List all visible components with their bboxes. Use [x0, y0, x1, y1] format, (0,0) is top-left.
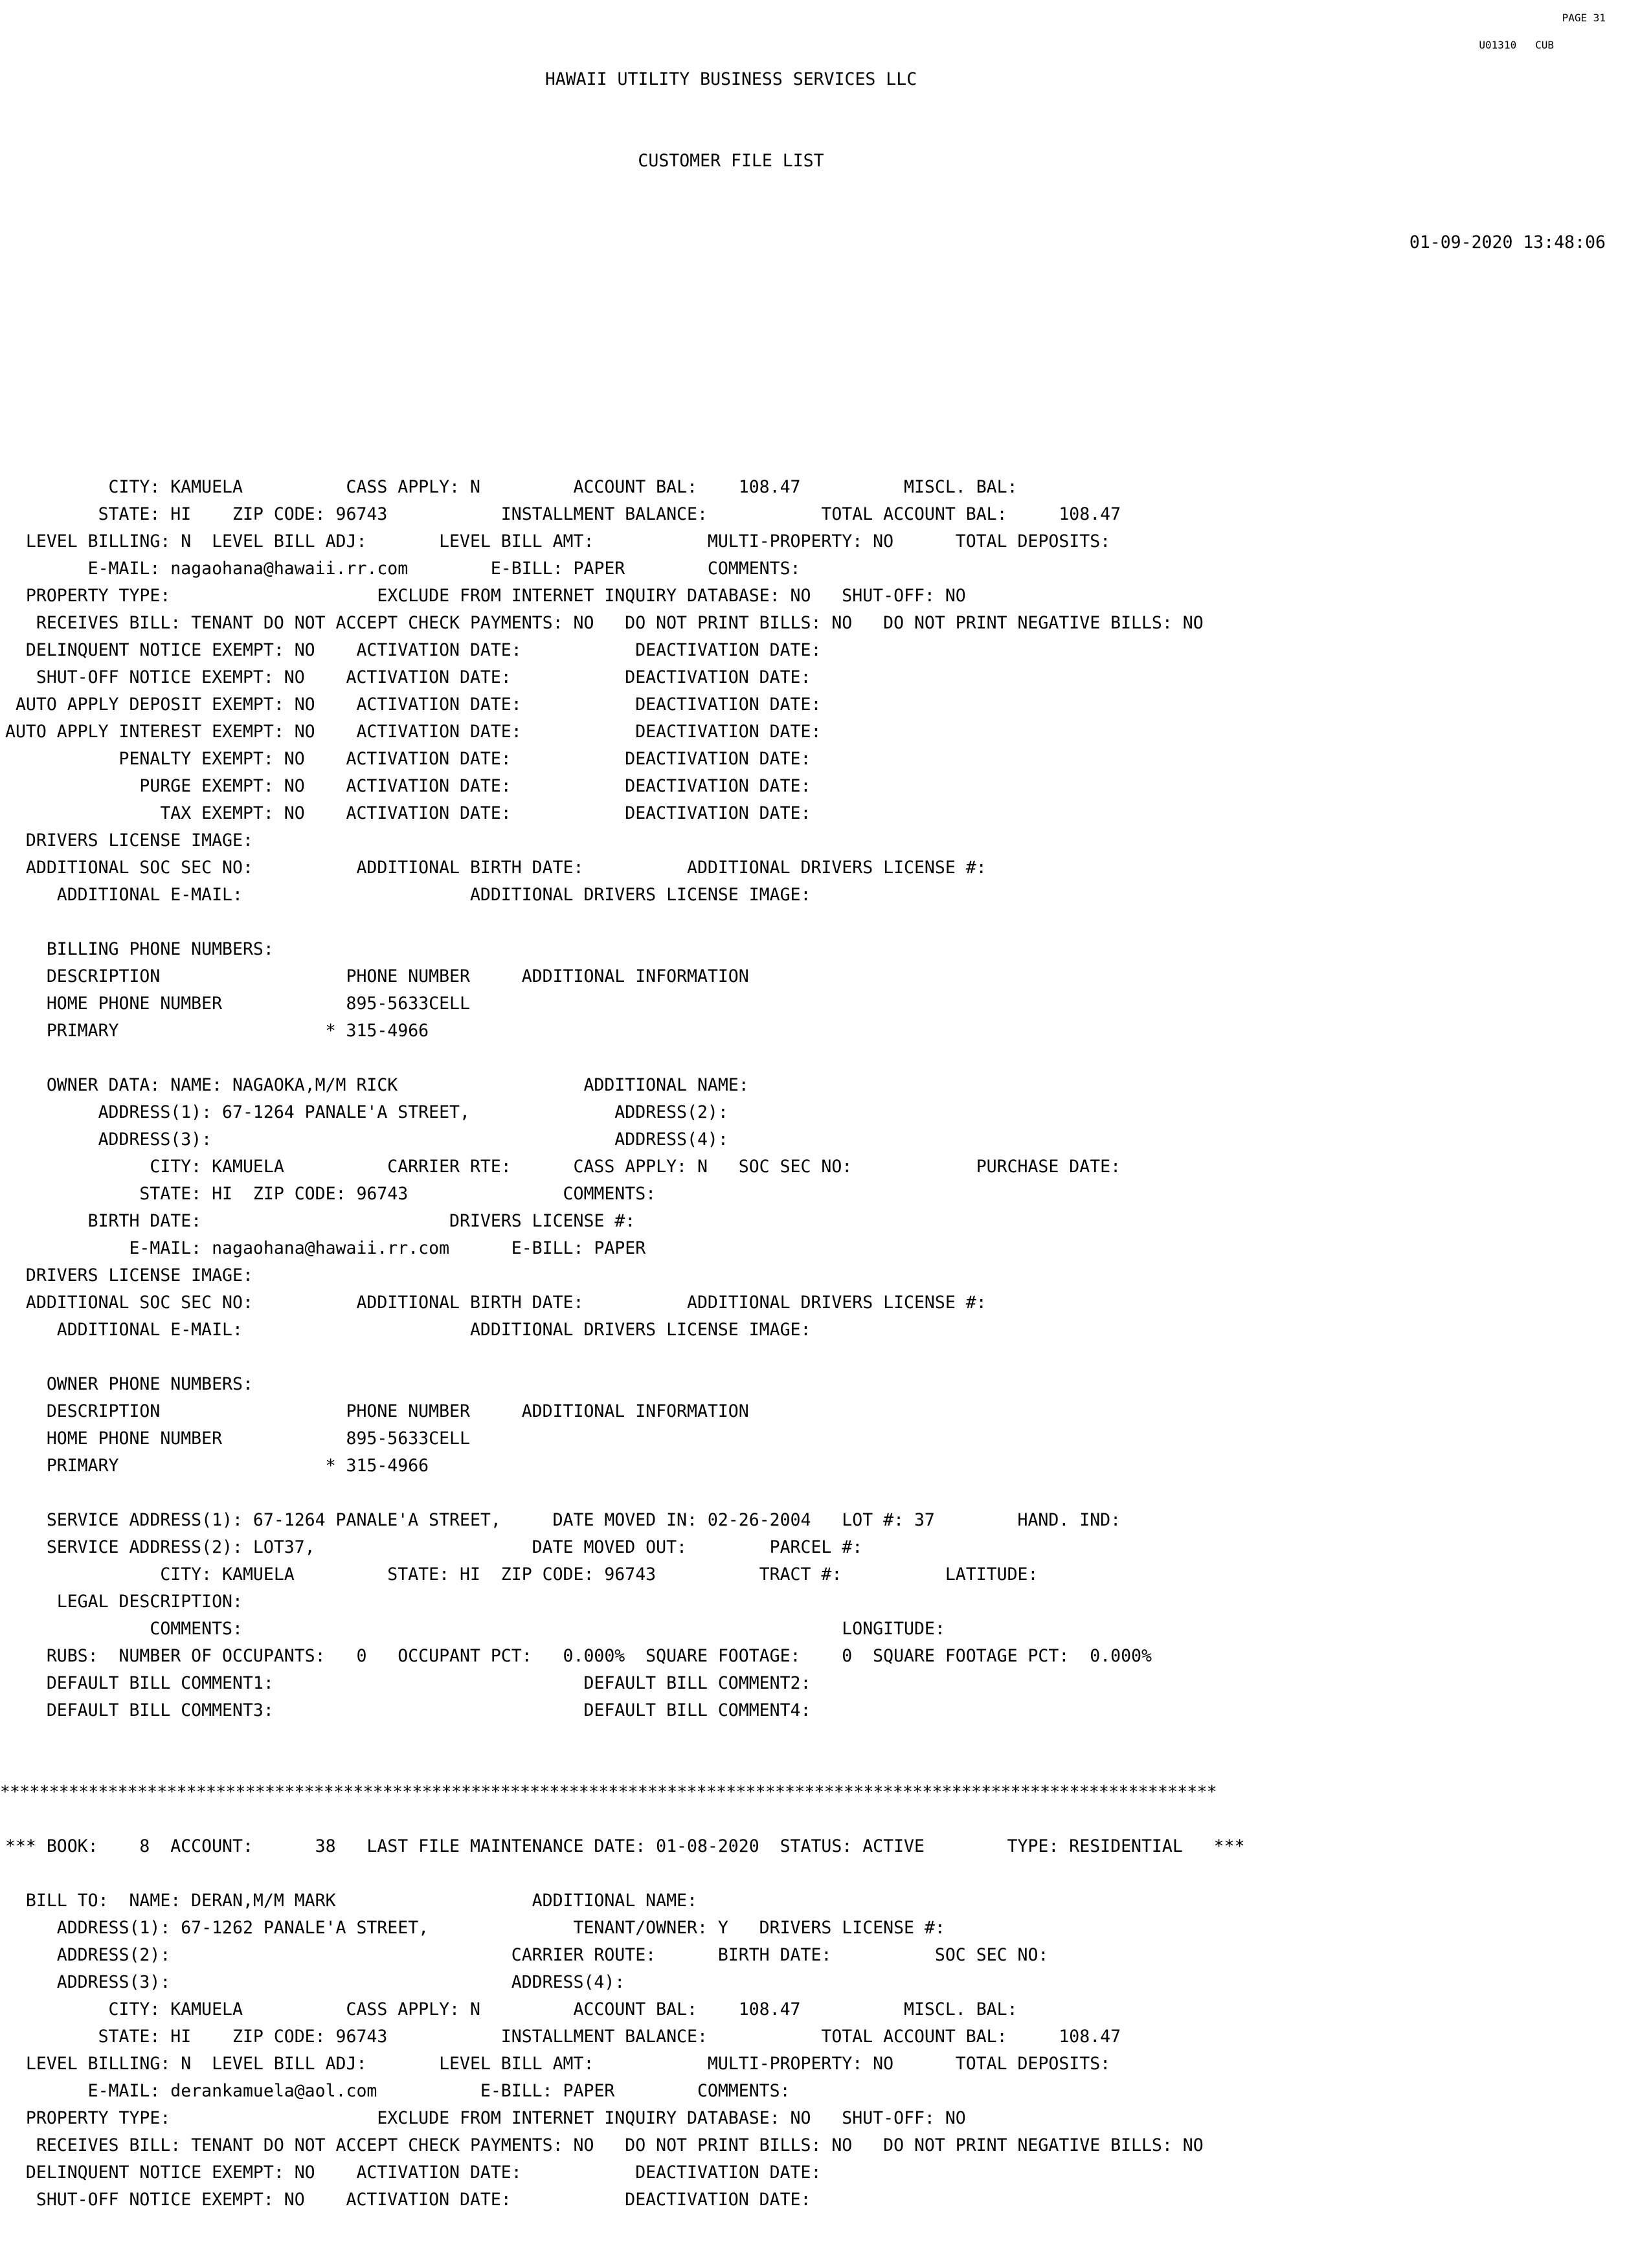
report-line: AUTO APPLY INTEREST EXEMPT: NO ACTIVATION DATE: DEACTIVATION DATE:	[5, 722, 822, 742]
report-line: BIRTH DATE: DRIVERS LICENSE #:	[5, 1211, 636, 1231]
report-line: LEVEL BILLING: N LEVEL BILL ADJ: LEVEL BILL AMT: MULTI-PROPERTY: NO TOTAL DEPOSITS:	[5, 2054, 1111, 2074]
header-report-title: CUSTOMER FILE LIST	[638, 151, 824, 171]
report-line: PENALTY EXEMPT: NO ACTIVATION DATE: DEACTIVATION DATE:	[5, 749, 811, 769]
report-line: OWNER PHONE NUMBERS:	[5, 1374, 253, 1394]
report-line: *** BOOK: 8 ACCOUNT: 38 LAST FILE MAINTENANCE DATE: 01-08-2020 STATUS: ACTIVE TYPE: RESIDENTIAL ***	[5, 1836, 1245, 1856]
report-line: STATE: HI ZIP CODE: 96743 COMMENTS:	[5, 1184, 657, 1204]
report-line: ADDITIONAL E-MAIL: ADDITIONAL DRIVERS LICENSE IMAGE:	[5, 885, 811, 905]
section-separator: ****************************************************************************************************************************	[0, 1783, 1217, 1802]
blank-line	[5, 1045, 1651, 1072]
report-line: SERVICE ADDRESS(1): 67-1264 PANALE'A STREET, DATE MOVED IN: 02-26-2004 LOT #: 37 HAND. IND:	[5, 1510, 1121, 1530]
report-line: SHUT-OFF NOTICE EXEMPT: NO ACTIVATION DATE: DEACTIVATION DATE:	[5, 2190, 811, 2210]
report-line: BILLING PHONE NUMBERS:	[5, 939, 274, 959]
report-line: RECEIVES BILL: TENANT DO NOT ACCEPT CHECK PAYMENTS: NO DO NOT PRINT BILLS: NO DO NOT PRINT NEGATIVE BILLS: NO	[5, 2135, 1204, 2155]
report-line: HOME PHONE NUMBER 895-5633CELL	[5, 1429, 470, 1449]
report-detail-lines	[0, 474, 1651, 2214]
report-line: PROPERTY TYPE: EXCLUDE FROM INTERNET INQUIRY DATABASE: NO SHUT-OFF: NO	[5, 586, 966, 606]
header-line-3	[5, 229, 1651, 256]
report-line: DRIVERS LICENSE IMAGE:	[5, 830, 253, 850]
report-line: PURGE EXEMPT: NO ACTIVATION DATE: DEACTIVATION DATE:	[5, 776, 811, 796]
blank-line	[5, 909, 1651, 936]
spacer-2	[5, 392, 1651, 419]
report-line: COMMENTS: LONGITUDE:	[5, 1619, 945, 1639]
report-line: PRIMARY * 315-4966	[5, 1021, 429, 1041]
report-line: DESCRIPTION PHONE NUMBER ADDITIONAL INFORMATION	[5, 966, 749, 986]
report-line: RECEIVES BILL: TENANT DO NOT ACCEPT CHECK PAYMENTS: NO DO NOT PRINT BILLS: NO DO NOT PRINT NEGATIVE BILLS: NO	[5, 613, 1204, 633]
report-line: PROPERTY TYPE: EXCLUDE FROM INTERNET INQUIRY DATABASE: NO SHUT-OFF: NO	[5, 2108, 966, 2128]
report-line: CITY: KAMUELA CASS APPLY: N ACCOUNT BAL: 108.47 MISCL. BAL:	[5, 1999, 1018, 2019]
blank-line	[5, 1860, 1651, 1887]
report-line: DESCRIPTION PHONE NUMBER ADDITIONAL INFORMATION	[5, 1401, 749, 1421]
blank-line	[5, 1806, 1651, 1833]
report-line: DEFAULT BILL COMMENT1: DEFAULT BILL COMMENT2:	[5, 1673, 811, 1693]
report-line: PRIMARY * 315-4966	[5, 1456, 429, 1476]
report-line: TAX EXEMPT: NO ACTIVATION DATE: DEACTIVATION DATE:	[5, 803, 811, 823]
report-line: ADDRESS(3): ADDRESS(4):	[5, 1972, 625, 1992]
report-line: ADDRESS(1): 67-1262 PANALE'A STREET, TENANT/OWNER: Y DRIVERS LICENSE #:	[5, 1918, 945, 1938]
blank-line	[5, 1751, 1651, 1779]
report-line: DELINQUENT NOTICE EXEMPT: NO ACTIVATION DATE: DEACTIVATION DATE:	[5, 2162, 822, 2183]
report-line: E-MAIL: nagaohana@hawaii.rr.com E-BILL: PAPER	[5, 1238, 646, 1258]
report-line: ADDITIONAL SOC SEC NO: ADDITIONAL BIRTH DATE: ADDITIONAL DRIVERS LICENSE #:	[5, 1293, 987, 1313]
report-line: ADDITIONAL SOC SEC NO: ADDITIONAL BIRTH DATE: ADDITIONAL DRIVERS LICENSE #:	[5, 858, 987, 878]
header-timestamp: 01-09-2020 13:48:06	[1409, 232, 1606, 252]
report-line: CITY: KAMUELA CASS APPLY: N ACCOUNT BAL: 108.47 MISCL. BAL:	[5, 477, 1018, 497]
report-line: ADDITIONAL E-MAIL: ADDITIONAL DRIVERS LICENSE IMAGE:	[5, 1320, 811, 1340]
spacer-1	[5, 311, 1651, 338]
report-line: LEGAL DESCRIPTION:	[5, 1592, 243, 1612]
report-line: STATE: HI ZIP CODE: 96743 INSTALLMENT BALANCE: TOTAL ACCOUNT BAL: 108.47	[5, 2027, 1121, 2047]
report-line: ADDRESS(3): ADDRESS(4):	[5, 1129, 728, 1150]
report-line: STATE: HI ZIP CODE: 96743 INSTALLMENT BALANCE: TOTAL ACCOUNT BAL: 108.47	[5, 504, 1121, 524]
report-line: DRIVERS LICENSE IMAGE:	[5, 1265, 253, 1285]
report-line: AUTO APPLY DEPOSIT EXEMPT: NO ACTIVATION DATE: DEACTIVATION DATE:	[5, 695, 822, 715]
header-right-block	[0, 12, 1651, 66]
blank-line	[5, 1344, 1651, 1371]
report-line: DELINQUENT NOTICE EXEMPT: NO ACTIVATION DATE: DEACTIVATION DATE:	[5, 640, 822, 660]
report-line: HOME PHONE NUMBER 895-5633CELL	[5, 994, 470, 1014]
report-line: ADDRESS(1): 67-1264 PANALE'A STREET, ADDRESS(2):	[5, 1102, 728, 1122]
report-line: BILL TO: NAME: DERAN,M/M MARK ADDITIONAL NAME:	[5, 1891, 697, 1911]
report-line: E-MAIL: derankamuela@aol.com E-BILL: PAPER COMMENTS:	[5, 2081, 791, 2101]
report-line: OWNER DATA: NAME: NAGAOKA,M/M RICK ADDITIONAL NAME:	[5, 1075, 749, 1095]
report-line: LEVEL BILLING: N LEVEL BILL ADJ: LEVEL BILL AMT: MULTI-PROPERTY: NO TOTAL DEPOSITS:	[5, 531, 1111, 551]
report-id: U01310 CUB	[1479, 39, 1554, 51]
report-line: DEFAULT BILL COMMENT3: DEFAULT BILL COMMENT4:	[5, 1700, 811, 1720]
report-line: CITY: KAMUELA STATE: HI ZIP CODE: 96743 TRACT #: LATITUDE:	[5, 1564, 1039, 1584]
report-line: SERVICE ADDRESS(2): LOT37, DATE MOVED OUT: PARCEL #:	[5, 1537, 863, 1557]
report-line: RUBS: NUMBER OF OCCUPANTS: 0 OCCUPANT PCT: 0.000% SQUARE FOOTAGE: 0 SQUARE FOOTAGE PCT: 0.000%	[5, 1646, 1152, 1666]
report-body	[0, 12, 1651, 2268]
report-line: E-MAIL: nagaohana@hawaii.rr.com E-BILL: PAPER COMMENTS:	[5, 559, 801, 579]
blank-line	[5, 1724, 1651, 1751]
page-label: PAGE 31	[1562, 12, 1606, 24]
report-line: CITY: KAMUELA CARRIER RTE: CASS APPLY: N SOC SEC NO: PURCHASE DATE:	[5, 1157, 1121, 1177]
header-line-1	[5, 66, 1651, 93]
blank-line	[5, 1480, 1651, 1507]
report-line: ADDRESS(2): CARRIER ROUTE: BIRTH DATE: SOC SEC NO:	[5, 1945, 1049, 1965]
header-company: HAWAII UTILITY BUSINESS SERVICES LLC	[545, 69, 917, 89]
report-line: SHUT-OFF NOTICE EXEMPT: NO ACTIVATION DATE: DEACTIVATION DATE:	[5, 667, 811, 687]
header-line-2	[5, 148, 1651, 175]
